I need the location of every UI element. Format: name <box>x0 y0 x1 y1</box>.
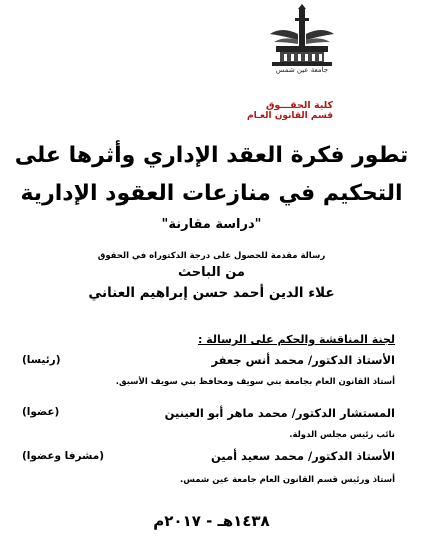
committee-member-1-description: أستاذ القانون العام بجامعة بني سويف ومحافظ بني سويف الأسبق. <box>115 377 395 387</box>
faculty-name: كلية الحقـــوق <box>265 100 333 111</box>
thesis-subtitle: "دراسة مقارنة" <box>161 217 262 232</box>
committee-member-1-role: (رئيسا) <box>22 354 61 366</box>
committee-heading: لجنة المناقشة والحكم على الرسالة : <box>197 333 395 346</box>
thesis-date: ١٤٣٨هـ - ٢٠١٧م <box>153 512 270 530</box>
submission-purpose: رسالة مقدمة للحصول على درجة الدكتوراه في الحقوق <box>97 251 326 261</box>
department-name: قسم القانون العـام <box>247 111 333 121</box>
committee-member-3-description: أستاذ ورئيس قسم القانون العام جامعة عين شمس. <box>179 475 395 485</box>
researcher-name: علاء الدين أحمد حسن إبراهيم العناني <box>88 285 335 301</box>
thesis-title-line-2: التحكيم في منازعات العقود الإدارية <box>20 181 403 206</box>
committee-member-2-description: نائب رئيس مجلس الدولة. <box>289 430 395 440</box>
committee-member-1-name: الأستاذ الدكتور/ محمد أنس جعفر <box>211 353 395 367</box>
committee-member-3-role: (مشرفا وعضوا) <box>22 450 105 462</box>
committee-member-2-name: المستشار الدكتور/ محمد ماهر أبو العينين <box>164 406 395 420</box>
thesis-title-line-1: تطور فكرة العقد الإداري وأثرها على <box>14 143 409 168</box>
university-logo <box>262 4 342 88</box>
researcher-label: من الباحث <box>178 265 245 280</box>
committee-member-3-name: الأستاذ الدكتور/ محمد سعيد أمين <box>210 449 395 463</box>
logo-caption: جامعة عين شمس <box>275 66 329 74</box>
committee-member-2-role: (عضوا) <box>22 406 60 418</box>
